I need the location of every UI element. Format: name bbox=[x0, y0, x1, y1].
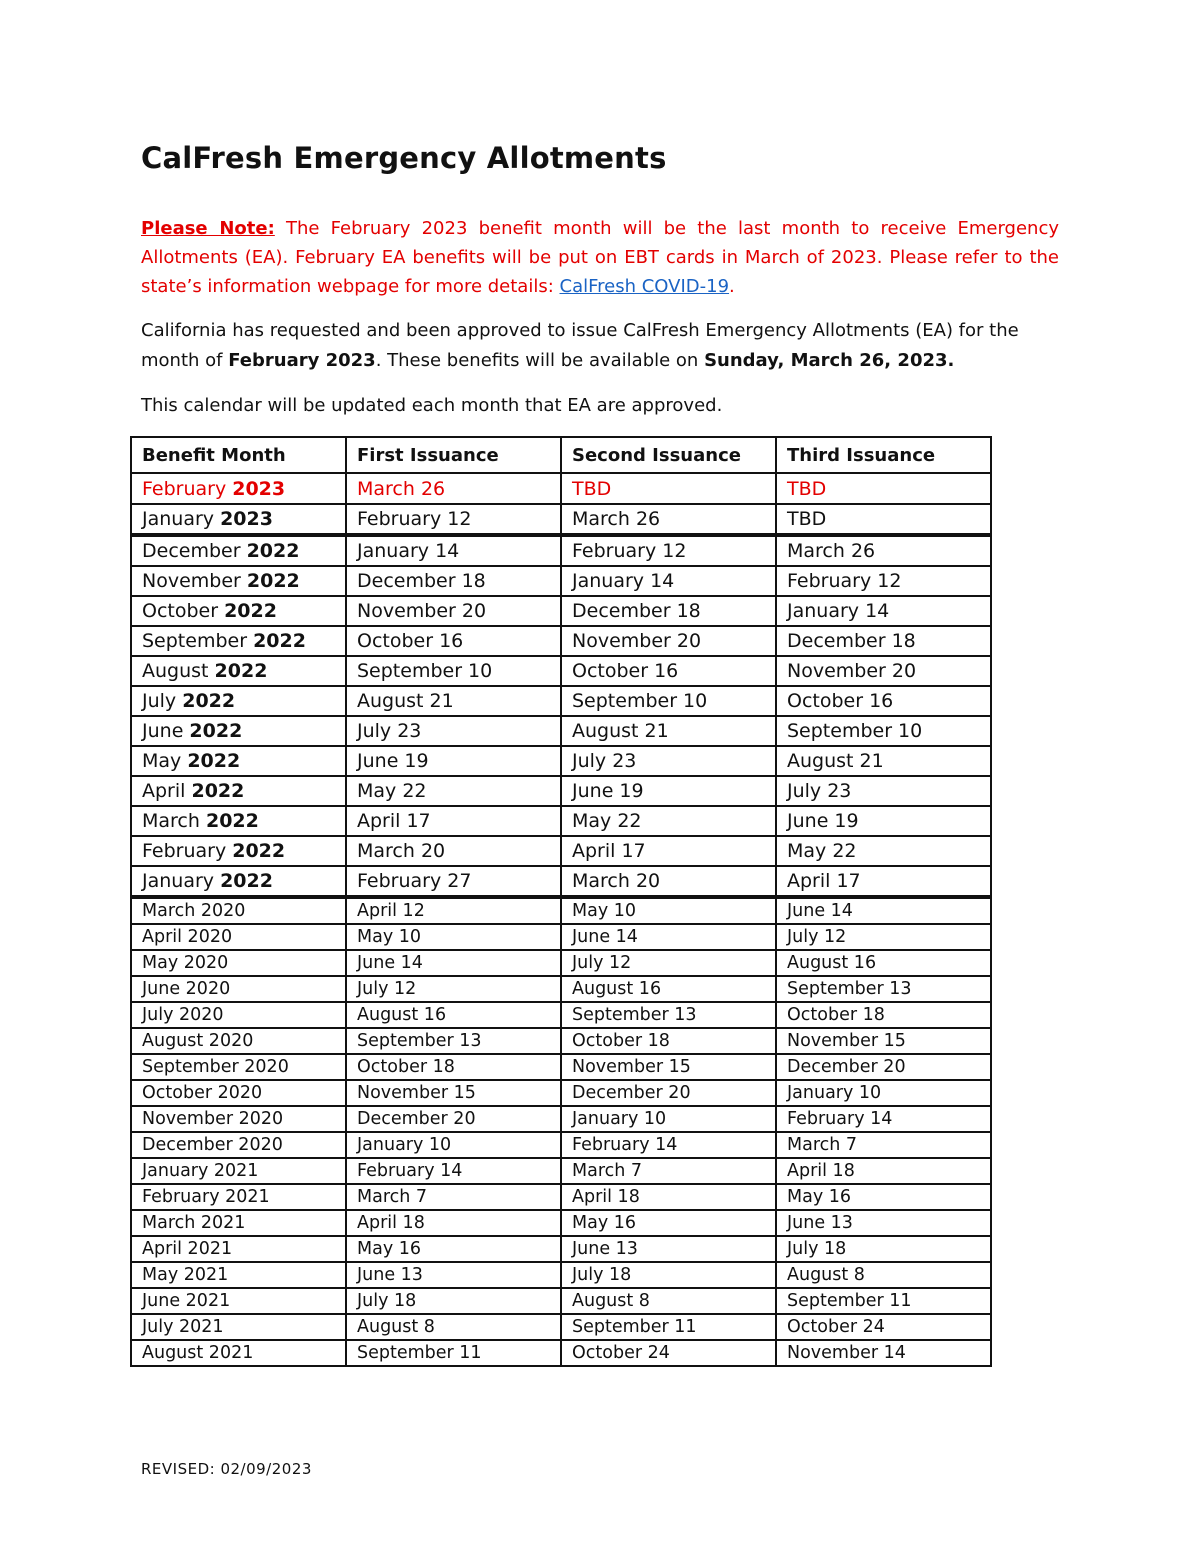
cell-benefit-month bbox=[131, 504, 346, 535]
cell-benefit-month bbox=[131, 806, 346, 836]
benefit-month-name: June bbox=[142, 720, 190, 742]
table-row bbox=[131, 1210, 991, 1236]
benefit-month-year: 2022 bbox=[246, 570, 300, 592]
cell-first-issuance: April 17 bbox=[346, 806, 561, 836]
cell-benefit-month bbox=[131, 1054, 346, 1080]
cell-second-issuance: August 16 bbox=[561, 976, 776, 1002]
table-row bbox=[131, 1080, 991, 1106]
table-row bbox=[131, 1132, 991, 1158]
cell-benefit-month bbox=[131, 1210, 346, 1236]
cell-benefit-month bbox=[131, 596, 346, 626]
cell-third-issuance: February 14 bbox=[776, 1106, 991, 1132]
benefit-month-name: January 2021 bbox=[142, 1161, 259, 1181]
cell-first-issuance: March 20 bbox=[346, 836, 561, 866]
cell-benefit-month bbox=[131, 1106, 346, 1132]
cell-third-issuance: November 20 bbox=[776, 656, 991, 686]
cell-third-issuance: November 15 bbox=[776, 1028, 991, 1054]
cell-first-issuance: May 22 bbox=[346, 776, 561, 806]
cell-second-issuance: September 10 bbox=[561, 686, 776, 716]
cell-benefit-month bbox=[131, 656, 346, 686]
benefit-month-year: 2022 bbox=[214, 660, 268, 682]
cell-first-issuance: January 10 bbox=[346, 1132, 561, 1158]
table-row bbox=[131, 1028, 991, 1054]
cell-second-issuance: February 12 bbox=[561, 535, 776, 566]
cell-first-issuance: April 18 bbox=[346, 1210, 561, 1236]
update-paragraph: This calendar will be updated each month that EA are approved. bbox=[141, 395, 723, 416]
cell-first-issuance: November 20 bbox=[346, 596, 561, 626]
cell-benefit-month bbox=[131, 473, 346, 504]
cell-third-issuance: August 21 bbox=[776, 746, 991, 776]
benefit-month-name: September 2020 bbox=[142, 1057, 289, 1077]
cell-benefit-month bbox=[131, 1028, 346, 1054]
benefit-month-year: 2022 bbox=[182, 690, 236, 712]
cell-first-issuance: January 14 bbox=[346, 535, 561, 566]
benefit-month-year: 2022 bbox=[187, 750, 241, 772]
benefit-month-name: April 2021 bbox=[142, 1239, 233, 1259]
benefit-month-name: November bbox=[142, 570, 247, 592]
benefit-month-name: November 2020 bbox=[142, 1109, 284, 1129]
cell-third-issuance: April 17 bbox=[776, 866, 991, 897]
cell-first-issuance: April 12 bbox=[346, 897, 561, 924]
cell-first-issuance: August 16 bbox=[346, 1002, 561, 1028]
header-second-issuance: Second Issuance bbox=[561, 437, 776, 473]
calfresh-covid-link[interactable]: CalFresh COVID-19 bbox=[559, 276, 730, 297]
cell-third-issuance: June 14 bbox=[776, 897, 991, 924]
cell-benefit-month bbox=[131, 1158, 346, 1184]
header-first-issuance: First Issuance bbox=[346, 437, 561, 473]
header-benefit-month: Benefit Month bbox=[131, 437, 346, 473]
cell-first-issuance: June 13 bbox=[346, 1262, 561, 1288]
table-row bbox=[131, 1184, 991, 1210]
approval-paragraph bbox=[141, 316, 1059, 376]
benefit-month-name: September bbox=[142, 630, 254, 652]
cell-second-issuance: May 22 bbox=[561, 806, 776, 836]
table-row bbox=[131, 716, 991, 746]
benefit-month-name: June 2020 bbox=[142, 979, 231, 999]
benefit-month-name: April 2020 bbox=[142, 927, 233, 947]
cell-third-issuance: October 16 bbox=[776, 686, 991, 716]
cell-first-issuance: July 12 bbox=[346, 976, 561, 1002]
table-row bbox=[131, 897, 991, 924]
cell-benefit-month bbox=[131, 836, 346, 866]
table-row bbox=[131, 976, 991, 1002]
benefit-month-name: March 2021 bbox=[142, 1213, 246, 1233]
benefit-month-name: December bbox=[142, 540, 247, 562]
cell-second-issuance: April 18 bbox=[561, 1184, 776, 1210]
cell-first-issuance: March 26 bbox=[346, 473, 561, 504]
table-row bbox=[131, 836, 991, 866]
cell-benefit-month bbox=[131, 1314, 346, 1340]
cell-second-issuance: December 18 bbox=[561, 596, 776, 626]
table-row bbox=[131, 1106, 991, 1132]
cell-third-issuance: January 14 bbox=[776, 596, 991, 626]
benefit-month-year: 2022 bbox=[191, 780, 245, 802]
revised-date: REVISED: 02/09/2023 bbox=[141, 1460, 312, 1478]
benefit-month-name: March bbox=[142, 810, 206, 832]
cell-second-issuance: June 14 bbox=[561, 924, 776, 950]
table-row bbox=[131, 806, 991, 836]
cell-first-issuance: August 21 bbox=[346, 686, 561, 716]
approval-month: February 2023 bbox=[228, 350, 376, 371]
cell-benefit-month bbox=[131, 1132, 346, 1158]
benefit-month-name: October bbox=[142, 600, 225, 622]
cell-second-issuance: November 15 bbox=[561, 1054, 776, 1080]
header-third-issuance: Third Issuance bbox=[776, 437, 991, 473]
cell-second-issuance: November 20 bbox=[561, 626, 776, 656]
table-header-row bbox=[131, 437, 991, 473]
table-row bbox=[131, 1314, 991, 1340]
cell-first-issuance: September 11 bbox=[346, 1340, 561, 1366]
table-row bbox=[131, 1236, 991, 1262]
cell-third-issuance: September 13 bbox=[776, 976, 991, 1002]
table-row bbox=[131, 950, 991, 976]
cell-benefit-month bbox=[131, 1262, 346, 1288]
cell-benefit-month bbox=[131, 1002, 346, 1028]
cell-second-issuance: March 26 bbox=[561, 504, 776, 535]
table-row bbox=[131, 626, 991, 656]
benefit-month-year: 2023 bbox=[220, 508, 273, 530]
cell-first-issuance: June 19 bbox=[346, 746, 561, 776]
cell-third-issuance: June 13 bbox=[776, 1210, 991, 1236]
cell-second-issuance: October 24 bbox=[561, 1340, 776, 1366]
cell-benefit-month bbox=[131, 1184, 346, 1210]
cell-third-issuance: May 22 bbox=[776, 836, 991, 866]
cell-first-issuance: November 15 bbox=[346, 1080, 561, 1106]
table-row bbox=[131, 1340, 991, 1366]
cell-first-issuance: July 18 bbox=[346, 1288, 561, 1314]
cell-second-issuance: June 13 bbox=[561, 1236, 776, 1262]
cell-benefit-month bbox=[131, 1080, 346, 1106]
cell-third-issuance: December 20 bbox=[776, 1054, 991, 1080]
cell-second-issuance: July 23 bbox=[561, 746, 776, 776]
benefit-month-year: 2022 bbox=[232, 840, 286, 862]
cell-first-issuance: September 10 bbox=[346, 656, 561, 686]
cell-third-issuance: July 23 bbox=[776, 776, 991, 806]
note-text: The February 2023 benefit month will be the last month to receive Emergency Allotments (EA). February EA benefits will be put on EBT cards in March of 2023. Please refer to the state’s information webpage for more details: bbox=[141, 218, 1059, 297]
table-row bbox=[131, 776, 991, 806]
cell-first-issuance: October 18 bbox=[346, 1054, 561, 1080]
cell-first-issuance: August 8 bbox=[346, 1314, 561, 1340]
cell-benefit-month bbox=[131, 950, 346, 976]
cell-first-issuance: February 12 bbox=[346, 504, 561, 535]
benefit-month-year: 2023 bbox=[232, 477, 286, 500]
cell-second-issuance: July 12 bbox=[561, 950, 776, 976]
benefit-month-year: 2022 bbox=[253, 630, 306, 652]
cell-benefit-month bbox=[131, 776, 346, 806]
cell-third-issuance: January 10 bbox=[776, 1080, 991, 1106]
cell-third-issuance: December 18 bbox=[776, 626, 991, 656]
cell-first-issuance: June 14 bbox=[346, 950, 561, 976]
benefit-month-name: February bbox=[142, 840, 233, 862]
approval-text-b: . These benefits will be available on bbox=[375, 350, 705, 371]
benefit-month-year: 2022 bbox=[205, 810, 259, 832]
cell-second-issuance: January 14 bbox=[561, 566, 776, 596]
cell-benefit-month bbox=[131, 566, 346, 596]
table-row bbox=[131, 1262, 991, 1288]
cell-second-issuance: October 16 bbox=[561, 656, 776, 686]
benefit-month-year: 2022 bbox=[224, 600, 277, 622]
cell-third-issuance: TBD bbox=[776, 504, 991, 535]
cell-third-issuance: June 19 bbox=[776, 806, 991, 836]
cell-third-issuance: February 12 bbox=[776, 566, 991, 596]
benefit-month-name: May 2020 bbox=[142, 953, 229, 973]
cell-second-issuance: August 8 bbox=[561, 1288, 776, 1314]
benefit-month-name: October 2020 bbox=[142, 1083, 263, 1103]
benefit-month-name: January bbox=[142, 508, 221, 530]
benefit-month-name: August 2021 bbox=[142, 1343, 254, 1363]
table-row bbox=[131, 504, 991, 535]
cell-first-issuance: September 13 bbox=[346, 1028, 561, 1054]
cell-third-issuance: March 7 bbox=[776, 1132, 991, 1158]
benefit-month-year: 2022 bbox=[220, 870, 273, 892]
note-end: . bbox=[729, 276, 735, 297]
benefit-month-year: 2022 bbox=[189, 720, 243, 742]
cell-benefit-month bbox=[131, 1340, 346, 1366]
cell-benefit-month bbox=[131, 716, 346, 746]
benefit-month-name: December 2020 bbox=[142, 1135, 283, 1155]
cell-third-issuance: September 11 bbox=[776, 1288, 991, 1314]
cell-third-issuance: August 8 bbox=[776, 1262, 991, 1288]
cell-third-issuance: October 24 bbox=[776, 1314, 991, 1340]
cell-second-issuance: May 16 bbox=[561, 1210, 776, 1236]
cell-second-issuance: August 21 bbox=[561, 716, 776, 746]
cell-second-issuance: April 17 bbox=[561, 836, 776, 866]
table-row bbox=[131, 746, 991, 776]
cell-second-issuance: TBD bbox=[561, 473, 776, 504]
benefit-month-name: August bbox=[142, 660, 215, 682]
approval-date: Sunday, March 26, 2023. bbox=[704, 350, 955, 371]
benefit-month-year: 2022 bbox=[246, 540, 300, 562]
benefit-month-name: February bbox=[142, 477, 233, 500]
issuance-calendar-table bbox=[130, 436, 992, 1367]
table-row bbox=[131, 535, 991, 566]
cell-third-issuance: October 18 bbox=[776, 1002, 991, 1028]
cell-first-issuance: December 18 bbox=[346, 566, 561, 596]
cell-first-issuance: July 23 bbox=[346, 716, 561, 746]
cell-benefit-month bbox=[131, 746, 346, 776]
table-row bbox=[131, 924, 991, 950]
note-label: Please Note: bbox=[141, 218, 275, 239]
cell-first-issuance: May 16 bbox=[346, 1236, 561, 1262]
benefit-month-name: February 2021 bbox=[142, 1187, 270, 1207]
table-row bbox=[131, 566, 991, 596]
cell-second-issuance: May 10 bbox=[561, 897, 776, 924]
benefit-month-name: August 2020 bbox=[142, 1031, 254, 1051]
cell-first-issuance: May 10 bbox=[346, 924, 561, 950]
table-row bbox=[131, 866, 991, 897]
table-row bbox=[131, 686, 991, 716]
cell-third-issuance: July 18 bbox=[776, 1236, 991, 1262]
table-row bbox=[131, 656, 991, 686]
cell-first-issuance: February 27 bbox=[346, 866, 561, 897]
cell-benefit-month bbox=[131, 535, 346, 566]
cell-third-issuance: July 12 bbox=[776, 924, 991, 950]
table-row bbox=[131, 596, 991, 626]
cell-benefit-month bbox=[131, 976, 346, 1002]
table-row bbox=[131, 1288, 991, 1314]
cell-third-issuance: May 16 bbox=[776, 1184, 991, 1210]
page-title: CalFresh Emergency Allotments bbox=[141, 141, 667, 175]
benefit-month-name: May 2021 bbox=[142, 1265, 229, 1285]
please-note-paragraph bbox=[141, 214, 1059, 301]
cell-third-issuance: April 18 bbox=[776, 1158, 991, 1184]
cell-second-issuance: September 11 bbox=[561, 1314, 776, 1340]
benefit-month-name: July 2020 bbox=[142, 1005, 224, 1025]
cell-first-issuance: October 16 bbox=[346, 626, 561, 656]
cell-benefit-month bbox=[131, 626, 346, 656]
benefit-month-name: April bbox=[142, 780, 192, 802]
approval-text-a: California has requested and been approved to issue CalFresh Emergency Allotments (EA) for the month of bbox=[141, 320, 1019, 371]
cell-second-issuance: January 10 bbox=[561, 1106, 776, 1132]
cell-third-issuance: TBD bbox=[776, 473, 991, 504]
cell-second-issuance: December 20 bbox=[561, 1080, 776, 1106]
table-row bbox=[131, 1054, 991, 1080]
table-row bbox=[131, 1002, 991, 1028]
cell-second-issuance: July 18 bbox=[561, 1262, 776, 1288]
cell-second-issuance: March 20 bbox=[561, 866, 776, 897]
cell-benefit-month bbox=[131, 686, 346, 716]
benefit-month-name: June 2021 bbox=[142, 1291, 231, 1311]
table-row bbox=[131, 1158, 991, 1184]
benefit-month-name: July bbox=[142, 690, 183, 712]
cell-benefit-month bbox=[131, 1288, 346, 1314]
benefit-month-name: January bbox=[142, 870, 221, 892]
table-row bbox=[131, 473, 991, 504]
cell-second-issuance: June 19 bbox=[561, 776, 776, 806]
cell-first-issuance: February 14 bbox=[346, 1158, 561, 1184]
cell-second-issuance: September 13 bbox=[561, 1002, 776, 1028]
cell-third-issuance: March 26 bbox=[776, 535, 991, 566]
cell-benefit-month bbox=[131, 1236, 346, 1262]
cell-first-issuance: March 7 bbox=[346, 1184, 561, 1210]
cell-benefit-month bbox=[131, 866, 346, 897]
cell-second-issuance: March 7 bbox=[561, 1158, 776, 1184]
cell-benefit-month bbox=[131, 924, 346, 950]
benefit-month-name: March 2020 bbox=[142, 901, 246, 921]
cell-second-issuance: February 14 bbox=[561, 1132, 776, 1158]
cell-third-issuance: August 16 bbox=[776, 950, 991, 976]
benefit-month-name: May bbox=[142, 750, 188, 772]
cell-benefit-month bbox=[131, 897, 346, 924]
cell-third-issuance: September 10 bbox=[776, 716, 991, 746]
benefit-month-name: July 2021 bbox=[142, 1317, 224, 1337]
cell-second-issuance: October 18 bbox=[561, 1028, 776, 1054]
cell-first-issuance: December 20 bbox=[346, 1106, 561, 1132]
cell-third-issuance: November 14 bbox=[776, 1340, 991, 1366]
